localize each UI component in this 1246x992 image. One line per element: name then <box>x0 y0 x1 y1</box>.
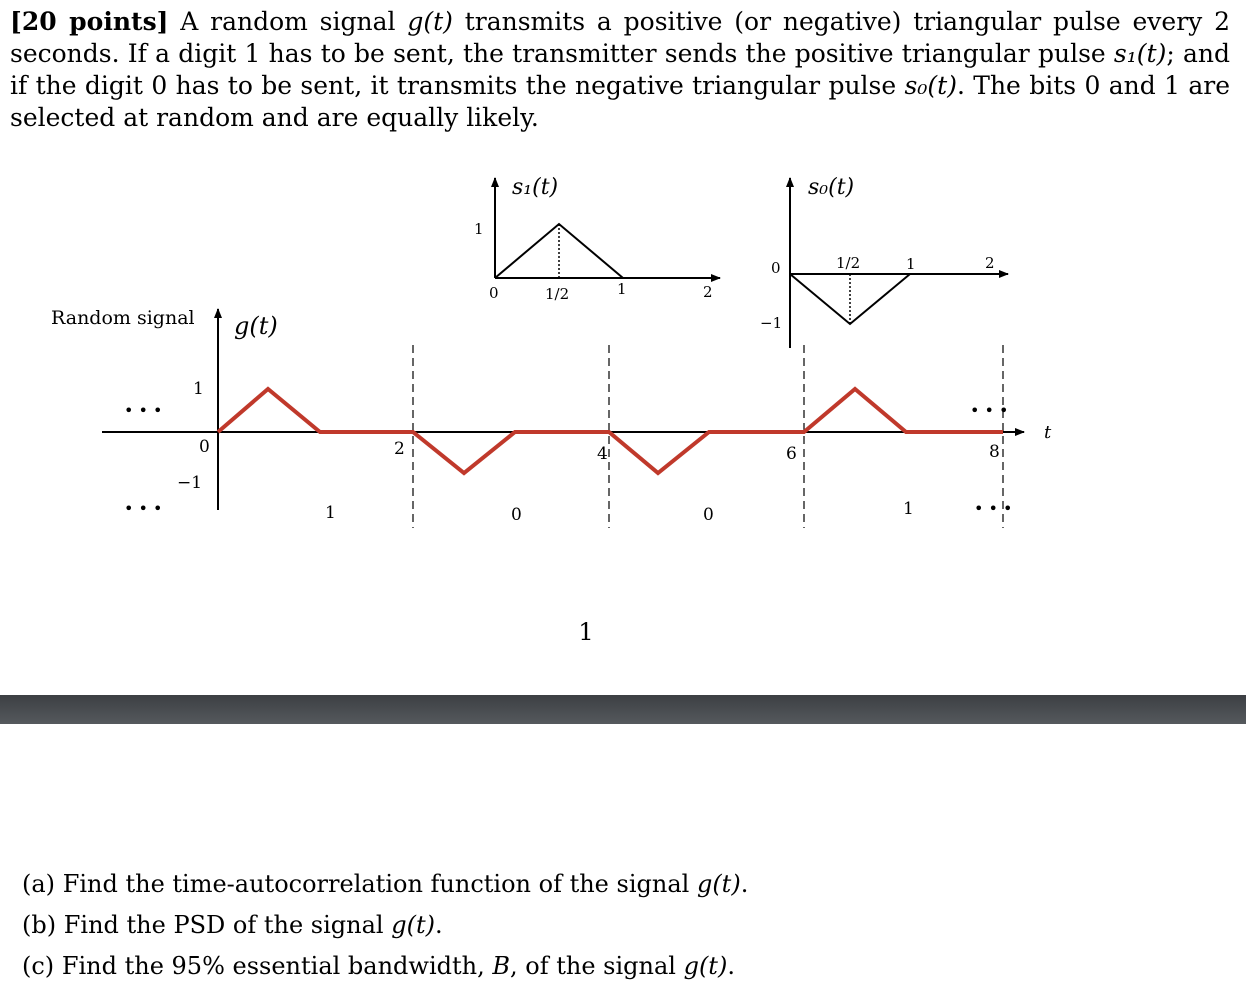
signal-symbol: g(t) <box>407 7 453 36</box>
problem-statement <box>10 6 1230 134</box>
random-signal-plot <box>51 307 1052 528</box>
question-math: g(t) <box>683 952 728 980</box>
ellipsis-dots: • • • <box>124 499 163 518</box>
question-text: . <box>740 870 749 898</box>
page-number: 1 <box>578 618 594 646</box>
intro-text: . The bits 0 and 1 are selected at random and are equally likely. <box>10 71 1231 132</box>
question-label: (a) <box>22 870 56 898</box>
s1-x-origin: 0 <box>489 284 499 302</box>
s1-plot <box>474 175 720 303</box>
s0-title: s₀(t) <box>808 175 855 200</box>
question-a <box>22 864 748 905</box>
ellipsis-dots: • • • <box>970 401 1009 420</box>
s0-x-tick: 1 <box>906 255 916 273</box>
s1-title: s₁(t) <box>512 175 559 200</box>
question-text: , of the signal <box>510 952 684 980</box>
bit-label: 0 <box>703 505 714 525</box>
question-label: (c) <box>22 952 55 980</box>
main-y-tick: 0 <box>199 437 210 457</box>
question-text: Find the time-autocorrelation function of the signal <box>62 870 697 898</box>
question-text: . <box>727 952 735 980</box>
ellipsis-dots: • • • <box>124 401 163 420</box>
s1-x-tick: 1 <box>617 280 627 298</box>
signal-figure <box>0 160 1246 560</box>
intro-text: ; and if the digit 0 has to be sent, it transmits the negative triangular pulse <box>10 39 1230 100</box>
pulse-s0-symbol: s₀(t) <box>904 71 957 100</box>
s0-plot <box>760 175 1008 348</box>
question-text: Find the PSD of the signal <box>63 911 392 939</box>
question-list <box>22 864 748 987</box>
page-break-divider <box>0 695 1246 724</box>
main-y-tick: −1 <box>177 473 203 493</box>
question-text: . <box>434 911 443 939</box>
pulse-s1-symbol: s₁(t) <box>1113 39 1167 68</box>
bit-label: 0 <box>511 505 522 525</box>
question-label: (b) <box>22 911 57 939</box>
question-math: B <box>492 952 510 980</box>
s0-x-tick: 2 <box>985 254 995 272</box>
main-x-tick: 2 <box>394 439 405 459</box>
ellipsis-dots: • • • <box>974 499 1013 518</box>
main-y-title: g(t) <box>234 312 278 340</box>
s1-x-tick: 2 <box>703 283 713 301</box>
s0-y-tick: −1 <box>760 314 783 332</box>
s1-x-tick: 1/2 <box>545 285 570 303</box>
main-x-tick: 8 <box>989 442 1000 462</box>
main-x-tick: 4 <box>597 444 608 464</box>
question-math: g(t) <box>696 870 741 898</box>
question-b <box>22 905 748 946</box>
question-text: Find the 95% essential bandwidth, <box>61 952 493 980</box>
main-x-tick: 6 <box>786 444 797 464</box>
question-c <box>22 946 748 987</box>
intro-text: A random signal <box>168 7 408 36</box>
intro-text: transmits a positive (or negative) triangular pulse every 2 seconds. If a digit 1 has to be sent, the transmitter sends the positive triangular pulse <box>10 7 1230 68</box>
s1-y-tick: 1 <box>474 220 484 238</box>
bit-label: 1 <box>325 503 336 523</box>
question-math: g(t) <box>391 911 435 939</box>
main-x-axis-label: t <box>1044 422 1052 443</box>
points-label: [20 points] <box>10 7 169 36</box>
s0-x-tick: 1/2 <box>836 254 861 272</box>
s0-y-origin: 0 <box>771 259 781 277</box>
main-y-tick: 1 <box>193 379 204 399</box>
bit-label: 1 <box>903 499 914 519</box>
random-signal-label: Random signal <box>51 307 195 329</box>
